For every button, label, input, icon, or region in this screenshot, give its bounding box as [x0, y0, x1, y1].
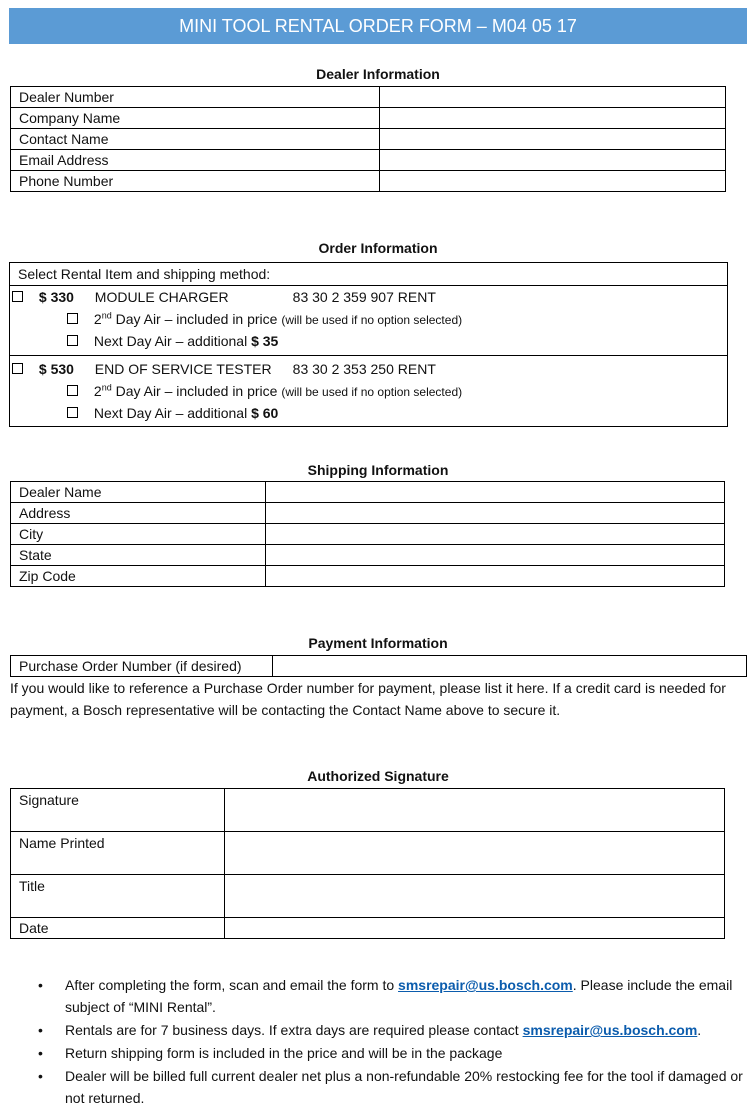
zip-code-field[interactable]	[266, 566, 725, 587]
rental-item-module-charger	[10, 286, 727, 356]
option-label: Next Day Air – additional	[93, 333, 252, 349]
dealer-name-label: Dealer Name	[11, 482, 266, 503]
phone-number-label: Phone Number	[11, 171, 380, 192]
email-address-field[interactable]	[380, 150, 726, 171]
form-title-banner	[9, 8, 747, 44]
option-note: (will be used if no option selected)	[281, 385, 463, 399]
dealer-info-table	[10, 86, 726, 192]
next-day-air-checkbox[interactable]	[67, 335, 78, 346]
signature-field[interactable]	[225, 789, 725, 832]
item-price: $ 330	[38, 289, 74, 305]
option-label-suffix: nd	[101, 382, 112, 393]
form-title: MINI TOOL RENTAL ORDER FORM – M04 05 17	[179, 15, 577, 36]
table-row	[11, 656, 747, 677]
option-label-text: Day Air – included in price	[111, 311, 282, 327]
next-day-air-option	[67, 331, 278, 351]
bullet-icon: •	[38, 977, 43, 993]
item-price: $ 530	[38, 361, 74, 377]
second-day-air-option	[67, 309, 462, 329]
table-row	[11, 171, 726, 192]
dealer-number-field[interactable]	[380, 87, 726, 108]
table-row	[11, 129, 726, 150]
list-item	[10, 1042, 748, 1064]
email-address-label: Email Address	[11, 150, 380, 171]
item-checkbox[interactable]	[12, 291, 23, 302]
zip-code-label: Zip Code	[11, 566, 266, 587]
option-price: $ 35	[251, 333, 279, 349]
note-text: Rentals are for 7 business days. If extra days are required please contact	[65, 1022, 523, 1038]
email-link[interactable]: smsrepair@us.bosch.com	[398, 977, 573, 993]
note-text: Dealer will be billed full current dealer net plus a non-refundable 20% restocking fee for the tool if damaged or not returned.	[65, 1068, 743, 1106]
name-printed-field[interactable]	[225, 832, 725, 875]
table-row	[11, 545, 725, 566]
note-text: . Please include the email subject of “MINI Rental”.	[65, 977, 733, 1015]
note-text: After completing the form, scan and email the form to	[65, 977, 399, 993]
option-label-number: 2	[93, 311, 102, 327]
item-name: END OF SERVICE TESTER	[94, 361, 272, 377]
second-day-air-checkbox[interactable]	[67, 313, 78, 324]
city-field[interactable]	[266, 524, 725, 545]
option-label: Next Day Air – additional	[93, 405, 252, 421]
address-label: Address	[11, 503, 266, 524]
company-name-field[interactable]	[380, 108, 726, 129]
bullet-icon: •	[38, 1068, 43, 1084]
email-link[interactable]: smsrepair@us.bosch.com	[522, 1022, 698, 1038]
state-label: State	[11, 545, 266, 566]
second-day-air-option	[67, 381, 462, 401]
bullet-icon: •	[38, 1022, 43, 1038]
purchase-order-field[interactable]	[273, 656, 747, 677]
next-day-air-checkbox[interactable]	[67, 407, 78, 418]
option-label-text: Day Air – included in price	[111, 383, 282, 399]
payment-note: If you would like to reference a Purchase Order number for payment, please list it here. If a credit card is needed for payment, a Bosch representative will be contacting the Contact Name above to secure it.	[10, 680, 726, 718]
item-line	[12, 287, 436, 307]
contact-name-label: Contact Name	[11, 129, 380, 150]
table-row	[11, 87, 726, 108]
order-section-title: Order Information	[318, 240, 438, 256]
purchase-order-label: Purchase Order Number (if desired)	[11, 656, 273, 677]
company-name-label: Company Name	[11, 108, 380, 129]
table-row	[11, 875, 725, 918]
title-field[interactable]	[225, 875, 725, 918]
item-name: MODULE CHARGER	[94, 289, 229, 305]
table-row	[11, 482, 725, 503]
table-row	[11, 918, 725, 939]
list-item	[10, 1019, 748, 1041]
table-row	[11, 503, 725, 524]
rental-item-end-of-service-tester	[10, 356, 727, 426]
list-item	[10, 1065, 748, 1109]
table-row	[11, 108, 726, 129]
table-row	[11, 832, 725, 875]
city-label: City	[11, 524, 266, 545]
option-note: (will be used if no option selected)	[281, 313, 463, 327]
bullet-icon: •	[38, 1045, 43, 1061]
table-row	[11, 789, 725, 832]
instructions-list	[10, 974, 748, 1110]
date-field[interactable]	[225, 918, 725, 939]
payment-info-table	[10, 655, 747, 677]
select-rental-label: Select Rental Item and shipping method:	[10, 263, 727, 286]
second-day-air-checkbox[interactable]	[67, 385, 78, 396]
dealer-section-title: Dealer Information	[316, 66, 440, 82]
phone-number-field[interactable]	[380, 171, 726, 192]
title-label: Title	[11, 875, 225, 918]
contact-name-field[interactable]	[380, 129, 726, 150]
item-line	[12, 359, 436, 379]
note-text: .	[697, 1022, 702, 1038]
signature-section-title: Authorized Signature	[307, 768, 449, 784]
name-printed-label: Name Printed	[11, 832, 225, 875]
note-text: Return shipping form is included in the price and will be in the package	[65, 1045, 503, 1061]
option-label-number: 2	[93, 383, 102, 399]
address-field[interactable]	[266, 503, 725, 524]
dealer-name-field[interactable]	[266, 482, 725, 503]
item-part-number: 83 30 2 353 250 RENT	[292, 361, 436, 377]
option-price: $ 60	[251, 405, 279, 421]
signature-table	[10, 788, 725, 939]
shipping-info-table	[10, 481, 725, 587]
table-row	[11, 566, 725, 587]
date-label: Date	[11, 918, 225, 939]
table-row	[11, 524, 725, 545]
next-day-air-option	[67, 403, 278, 423]
item-checkbox[interactable]	[12, 363, 23, 374]
order-info-box	[9, 262, 728, 427]
dealer-number-label: Dealer Number	[11, 87, 380, 108]
table-row	[11, 150, 726, 171]
state-field[interactable]	[266, 545, 725, 566]
option-label-suffix: nd	[101, 310, 112, 321]
signature-label: Signature	[11, 789, 225, 832]
payment-section-title: Payment Information	[308, 635, 448, 651]
shipping-section-title: Shipping Information	[307, 462, 449, 478]
list-item	[10, 974, 748, 1018]
item-part-number: 83 30 2 359 907 RENT	[292, 289, 436, 305]
